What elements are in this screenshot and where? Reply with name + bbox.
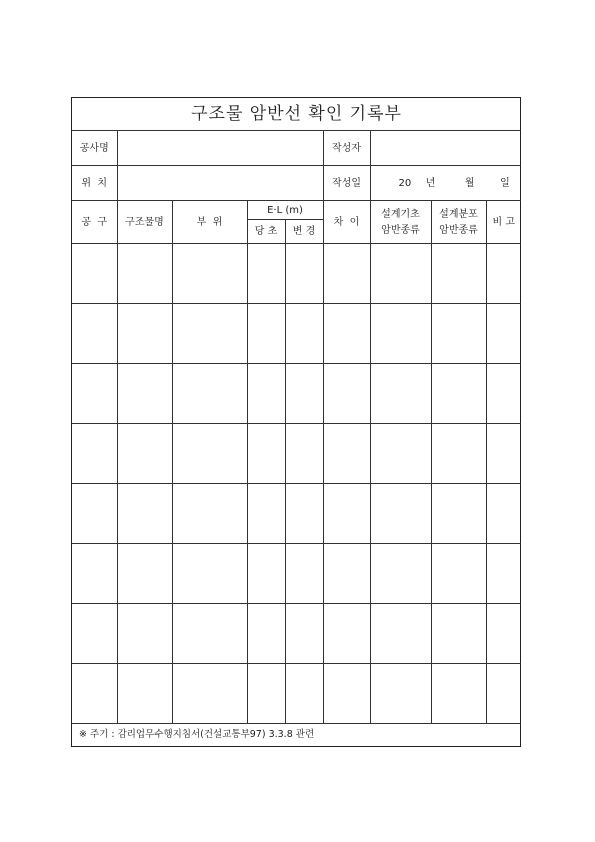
cell-el-changed[interactable] [285,364,323,424]
col-difference: 차 이 [323,201,370,244]
cell-design-distribution[interactable] [431,424,486,484]
cell-el-changed[interactable] [285,304,323,364]
location-label: 위 치 [72,166,117,201]
note-text: ※ 주기 : 감리업무수행지침서(건설교통부97) 3.3.8 관련 [72,724,521,746]
table-row [72,364,521,424]
author-value-cell[interactable] [370,131,521,166]
table-row [72,244,521,304]
cell-section[interactable] [72,544,117,604]
cell-difference[interactable] [323,664,370,724]
cell-structure-name[interactable] [117,424,172,484]
cell-difference[interactable] [323,544,370,604]
title-row [72,98,521,131]
cell-part[interactable] [172,484,247,544]
cell-design-distribution[interactable] [431,364,486,424]
date-label: 작성일 [323,166,370,201]
cell-design-distribution[interactable] [431,244,486,304]
table-row [72,424,521,484]
location-value-cell[interactable] [117,166,323,201]
table-row [72,304,521,364]
col-el: E·L (m) [247,201,323,220]
cell-design-distribution[interactable] [431,544,486,604]
cell-part[interactable] [172,364,247,424]
cell-structure-name[interactable] [117,244,172,304]
cell-el-changed[interactable] [285,244,323,304]
cell-design-distribution[interactable] [431,604,486,664]
date-year-unit: 년 [425,177,436,189]
date-month-unit: 월 [464,177,475,189]
table-body [72,244,521,724]
cell-structure-name[interactable] [117,484,172,544]
company-label: 공사명 [72,131,117,166]
col-part: 부 위 [172,201,247,244]
note-row [72,724,521,746]
cell-remarks[interactable] [486,664,521,724]
cell-section[interactable] [72,664,117,724]
cell-el-changed[interactable] [285,604,323,664]
col-el-original: 당 초 [247,220,285,244]
cell-part[interactable] [172,664,247,724]
table-row [72,484,521,544]
col-design-distribution-line2: 암반종류 [439,224,478,236]
cell-part[interactable] [172,304,247,364]
date-value-cell[interactable] [370,166,521,201]
cell-el-original[interactable] [247,484,285,544]
header-row-1 [72,201,521,220]
cell-structure-name[interactable] [117,664,172,724]
cell-el-changed[interactable] [285,424,323,484]
cell-structure-name[interactable] [117,604,172,664]
cell-el-original[interactable] [247,364,285,424]
company-row [72,131,521,166]
col-design-distribution [431,201,486,244]
cell-design-distribution[interactable] [431,484,486,544]
cell-design-rock[interactable] [370,424,431,484]
cell-part[interactable] [172,424,247,484]
cell-design-rock[interactable] [370,604,431,664]
col-remarks: 비 고 [486,201,521,244]
cell-remarks[interactable] [486,484,521,544]
date-day-unit: 일 [500,177,510,189]
table-row [72,664,521,724]
cell-remarks[interactable] [486,304,521,364]
cell-remarks[interactable] [486,424,521,484]
cell-el-original[interactable] [247,544,285,604]
cell-design-distribution[interactable] [431,664,486,724]
author-label: 작성자 [323,131,370,166]
cell-remarks[interactable] [486,544,521,604]
cell-difference[interactable] [323,604,370,664]
cell-difference[interactable] [323,244,370,304]
cell-part[interactable] [172,244,247,304]
cell-part[interactable] [172,604,247,664]
cell-el-original[interactable] [247,244,285,304]
record-table [72,98,521,745]
cell-difference[interactable] [323,484,370,544]
cell-design-rock[interactable] [370,364,431,424]
cell-el-original[interactable] [247,604,285,664]
company-value-cell[interactable] [117,131,323,166]
cell-section[interactable] [72,304,117,364]
cell-design-rock[interactable] [370,484,431,544]
page-title: 구조물 암반선 확인 기록부 [72,98,521,131]
cell-part[interactable] [172,544,247,604]
cell-remarks[interactable] [486,364,521,424]
cell-difference[interactable] [323,364,370,424]
cell-design-rock[interactable] [370,544,431,604]
col-design-distribution-line1: 설계분포 [439,208,478,220]
cell-design-rock[interactable] [370,664,431,724]
cell-section[interactable] [72,484,117,544]
date-year: 20 [398,177,412,189]
cell-section[interactable] [72,424,117,484]
cell-el-original[interactable] [247,664,285,724]
cell-el-changed[interactable] [285,664,323,724]
cell-structure-name[interactable] [117,544,172,604]
cell-el-changed[interactable] [285,544,323,604]
cell-section[interactable] [72,244,117,304]
col-design-rock [370,201,431,244]
record-form [71,97,521,747]
cell-structure-name[interactable] [117,364,172,424]
cell-design-rock[interactable] [370,304,431,364]
table-row [72,544,521,604]
cell-remarks[interactable] [486,604,521,664]
col-section: 공 구 [72,201,117,244]
cell-section[interactable] [72,604,117,664]
col-design-rock-line2: 암반종류 [381,224,420,236]
cell-remarks[interactable] [486,244,521,304]
col-design-rock-line1: 설계기초 [381,208,420,220]
cell-section[interactable] [72,364,117,424]
location-row [72,166,521,201]
col-structure-name: 구조물명 [117,201,172,244]
cell-el-original[interactable] [247,424,285,484]
cell-design-rock[interactable] [370,244,431,304]
cell-design-distribution[interactable] [431,304,486,364]
col-el-changed: 변 경 [285,220,323,244]
cell-structure-name[interactable] [117,304,172,364]
cell-difference[interactable] [323,304,370,364]
cell-el-changed[interactable] [285,484,323,544]
table-row [72,604,521,664]
cell-difference[interactable] [323,424,370,484]
cell-el-original[interactable] [247,304,285,364]
